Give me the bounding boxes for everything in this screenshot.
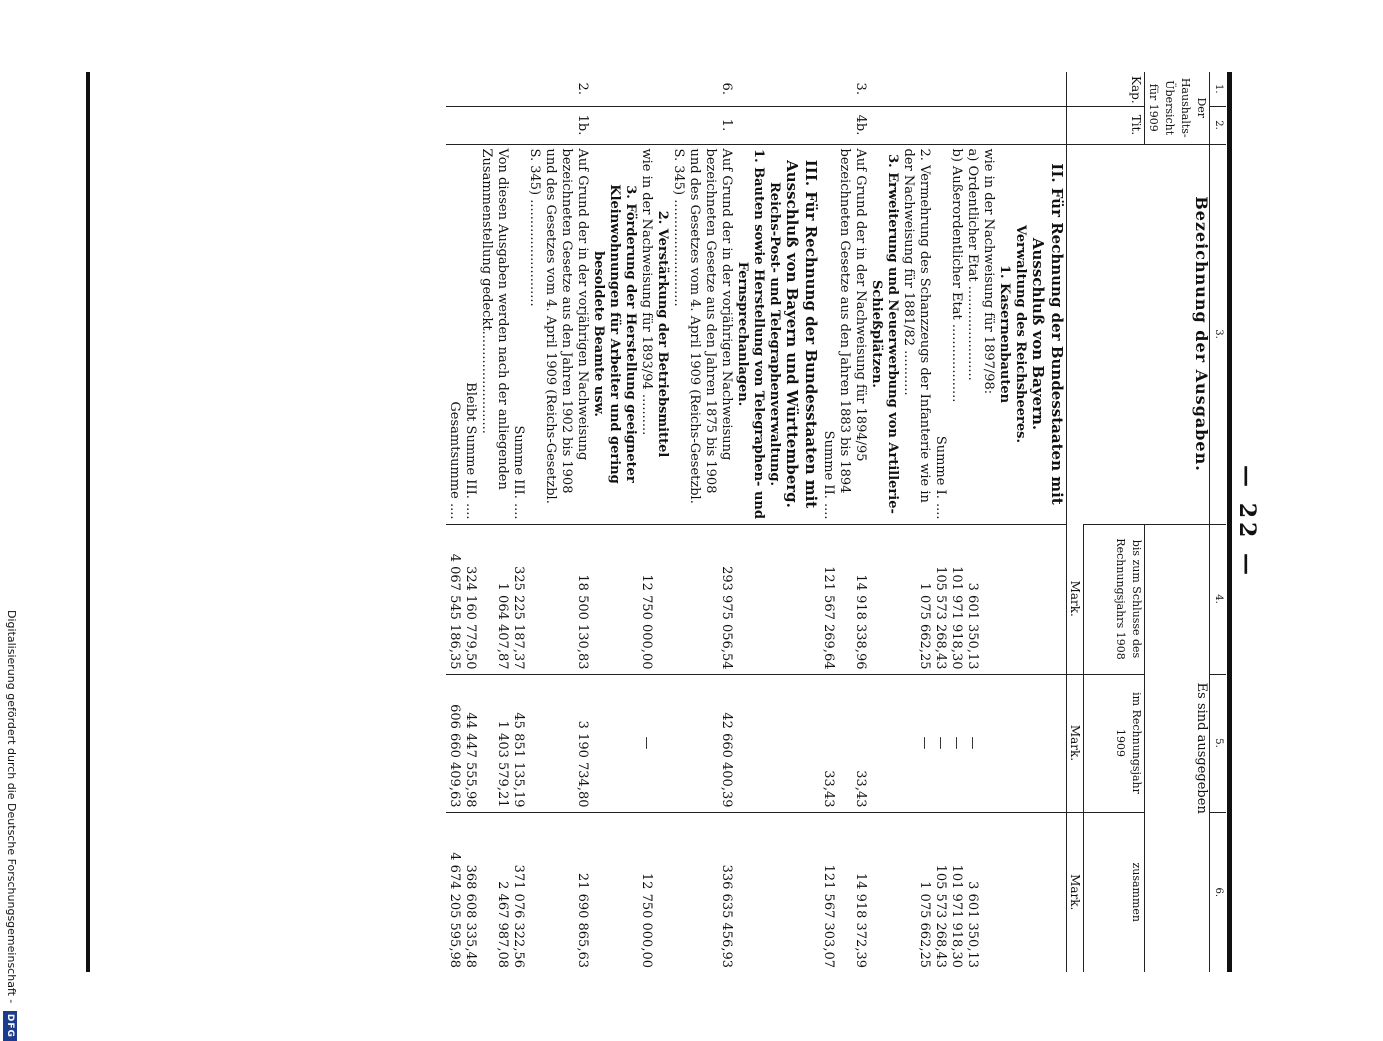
col6-value: 336 635 456,93 <box>670 812 734 972</box>
description-cell: Auf Grund der in der vorjährigen Nachweisung bezeichneten Gesetze aus den Jahren 1875 bis 1908 und des Gesetzes vom 4. April 1909 (Reichs-Gesetzbl. S. 345) .......................... <box>670 144 734 524</box>
col6-value <box>1028 812 1067 972</box>
tit-cell <box>980 106 996 144</box>
description-cell: b) Außerordentlicher Etat ................... <box>948 144 964 524</box>
tit-cell <box>654 106 670 144</box>
expenditure-table <box>446 72 1226 972</box>
description-cell: Auf Grund der in der vorjährigen Nachweisung bezeichneten Gesetze aus den Jahren 1902 bis 1908 und des Gesetzes vom 4. April 1909 (Reichs-Gesetzbl. S. 345) .......................... <box>526 144 590 524</box>
col4-value <box>868 524 900 674</box>
spent-header: Es sind ausgegeben <box>1145 524 1210 972</box>
col4-value: 3 601 350,13 <box>964 524 980 674</box>
tit-cell <box>510 106 526 144</box>
tit-cell: 4b. <box>836 106 868 144</box>
col5-value <box>980 674 996 812</box>
tit-cell: 1. <box>670 106 734 144</box>
col5-value <box>766 674 782 812</box>
col5-value: — <box>900 674 932 812</box>
tit-header: Tit. <box>1067 106 1145 144</box>
document-page <box>82 72 1262 972</box>
kap-cell <box>868 72 900 106</box>
table-row <box>510 72 526 972</box>
col5-value: 33,43 <box>836 674 868 812</box>
table-row <box>590 72 638 972</box>
kap-cell <box>820 72 836 106</box>
col6-value: 12 750 000,00 <box>638 812 654 972</box>
col6-value: 2 467 987,08 <box>478 812 510 972</box>
description-cell: a) Ordentlicher Etat ....................... <box>964 144 980 524</box>
col6-value <box>996 812 1012 972</box>
description-cell: Auf Grund der in der Nachweisung für 1894/95 bezeichneten Gesetze aus den Jahren 1883 bis 1894 <box>836 144 868 524</box>
column-number: 4. <box>1210 524 1227 674</box>
description-cell: 2. Vermehrung des Schanzzeugs der Infanterie wie in der Nachweisung für 1881/82 ........... <box>900 144 932 524</box>
col5-value: — <box>932 674 948 812</box>
col5-value: 33,43 <box>820 674 836 812</box>
tit-cell <box>446 106 462 144</box>
col5-value: — <box>948 674 964 812</box>
col4-value: 18 500 130,83 <box>526 524 590 674</box>
tit-cell <box>462 106 478 144</box>
col6-value: 371 076 322,56 <box>510 812 526 972</box>
tit-cell <box>590 106 638 144</box>
col5-value: 606 660 409,63 <box>446 674 462 812</box>
tit-cell <box>932 106 948 144</box>
col4-value: 105 573 268,43 <box>932 524 948 674</box>
col5-value <box>734 674 766 812</box>
table-row <box>932 72 948 972</box>
col6-value <box>1012 812 1028 972</box>
col6-value: 1 075 662,25 <box>900 812 932 972</box>
col4-value <box>766 524 782 674</box>
col5-value <box>1028 674 1067 812</box>
col4-value: 1 075 662,25 <box>900 524 932 674</box>
digitization-credit <box>2 610 18 1038</box>
table-row <box>900 72 932 972</box>
table-row <box>478 72 510 972</box>
description-cell: III. Für Rechnung der Bundesstaaten mit Ausschluß von Bayern und Württemberg. <box>782 144 820 524</box>
col6-value: 21 690 865,63 <box>526 812 590 972</box>
kap-cell: 6. <box>719 82 734 95</box>
kap-cell <box>948 72 964 106</box>
table-row <box>462 72 478 972</box>
table-row <box>1012 72 1028 972</box>
description-cell: Reichs-Post- und Telegraphenverwaltung. <box>766 144 782 524</box>
tit-cell <box>900 106 932 144</box>
col6-value <box>654 812 670 972</box>
description-cell: Bleibt Summe III. .... <box>462 144 478 524</box>
col5-value <box>654 674 670 812</box>
table-body <box>446 72 1067 972</box>
unit-label: Mark. <box>1067 674 1084 812</box>
table-row <box>670 72 734 972</box>
kap-cell <box>900 72 932 106</box>
col4-value <box>980 524 996 674</box>
kap-cell <box>446 72 462 106</box>
description-cell: Von diesen Ausgaben werden nach der anliegenden Zusammenstellung gedeckt......................... <box>478 144 510 524</box>
col4-value <box>782 524 820 674</box>
col6-value <box>590 812 638 972</box>
col5-value: 45 851 135,19 <box>510 674 526 812</box>
unit-label: Mark. <box>1067 812 1084 972</box>
col6-value: 105 573 268,43 <box>932 812 948 972</box>
col5-value <box>1012 674 1028 812</box>
bottom-rule <box>86 72 90 972</box>
col5-value: 3 190 734,80 <box>526 674 590 812</box>
tit-cell <box>996 106 1012 144</box>
table-row <box>948 72 964 972</box>
table-row <box>868 72 900 972</box>
col6-value: 4 674 205 595,98 <box>446 812 462 972</box>
table-row <box>1028 72 1067 972</box>
description-cell: Summe III. .... <box>510 144 526 524</box>
tit-cell <box>1012 106 1028 144</box>
kap-cell <box>654 72 670 106</box>
col4-value: 12 750 000,00 <box>638 524 654 674</box>
table-row <box>996 72 1012 972</box>
table-row <box>526 72 590 972</box>
col4-value: 121 567 269,64 <box>820 524 836 674</box>
col4-value: 14 918 338,96 <box>836 524 868 674</box>
tit-cell <box>964 106 980 144</box>
kap-header: Kap. <box>1067 72 1145 106</box>
header-row <box>1145 72 1210 972</box>
col4-value <box>996 524 1012 674</box>
col5-value: 44 447 555,98 <box>462 674 478 812</box>
description-cell: wie in der Nachweisung für 1897/98: <box>980 144 996 524</box>
description-cell: 3. Erweiterung und Neuerwerbung von Artillerie-Schießplätzen. <box>868 144 900 524</box>
col5-value <box>590 674 638 812</box>
description-cell: Gesamtsumme .... <box>446 144 462 524</box>
page-number: — 22 — <box>1234 465 1260 579</box>
tit-cell <box>1028 106 1067 144</box>
col6-value: 14 918 372,39 <box>836 812 868 972</box>
col4-value: 101 971 918,30 <box>948 524 964 674</box>
column-number: 1. <box>1210 72 1227 106</box>
table-row <box>654 72 670 972</box>
kap-cell <box>478 72 510 106</box>
kap-cell: 3. <box>853 82 868 95</box>
description-cell: 3. Förderung der Herstellung geeigneter Kleinwohnungen für Arbeiter und gering besoldete Beamte usw. <box>590 144 638 524</box>
tit-cell <box>948 106 964 144</box>
designation-header: Bezeichnung der Ausgaben. <box>1067 144 1210 524</box>
tit-cell <box>868 106 900 144</box>
description-cell: wie in der Nachweisung für 1893/94 .......... <box>638 144 654 524</box>
col5-header: im Rechnungsjahr 1909 <box>1084 674 1145 812</box>
col4-value <box>734 524 766 674</box>
table-row <box>964 72 980 972</box>
col5-value <box>782 674 820 812</box>
kap-cell <box>964 72 980 106</box>
kap-cell <box>782 72 820 106</box>
description-cell: Summe II. .... <box>820 144 836 524</box>
unit-label: Mark. <box>1067 524 1084 674</box>
table-row <box>734 72 766 972</box>
column-number: 6. <box>1210 812 1227 972</box>
col4-value <box>1012 524 1028 674</box>
tit-cell <box>734 106 766 144</box>
tit-cell <box>766 106 782 144</box>
column-number: 2. <box>1210 106 1227 144</box>
table-row <box>980 72 996 972</box>
tit-cell <box>478 106 510 144</box>
col4-value: 4 067 545 186,35 <box>446 524 462 674</box>
col4-value: 1 064 407,87 <box>478 524 510 674</box>
kap-cell <box>1028 72 1067 106</box>
description-cell: 1. Kasernenbauten <box>996 144 1012 524</box>
kap-cell <box>590 72 638 106</box>
kap-cell <box>510 72 526 106</box>
column-number: 5. <box>1210 674 1227 812</box>
col6-value: 3 601 350,13 <box>964 812 980 972</box>
digitization-credit-text: Digitalisierung gefördert durch die Deutsche Forschungsgemeinschaft - <box>5 610 18 1004</box>
col5-value: — <box>964 674 980 812</box>
col6-value <box>734 812 766 972</box>
col5-value <box>868 674 900 812</box>
description-cell: Summe I. .... <box>932 144 948 524</box>
col6-value <box>766 812 782 972</box>
tit-cell <box>782 106 820 144</box>
col4-header: bis zum Schlusse des Rechnungsjahrs 1908 <box>1084 524 1145 674</box>
col4-value <box>590 524 638 674</box>
col5-value <box>996 674 1012 812</box>
table-row <box>820 72 836 972</box>
table-row <box>446 72 462 972</box>
kap-cell <box>462 72 478 106</box>
table-row <box>766 72 782 972</box>
kap-cell <box>638 72 654 106</box>
description-cell: Verwaltung des Reichsheeres. <box>1012 144 1028 524</box>
col6-value <box>980 812 996 972</box>
kap-cell <box>996 72 1012 106</box>
col5-value: 42 660 400,39 <box>670 674 734 812</box>
col4-value: 293 975 056,54 <box>670 524 734 674</box>
col5-value: 1 403 579,21 <box>478 674 510 812</box>
table-row <box>782 72 820 972</box>
tit-cell <box>820 106 836 144</box>
description-cell: 1. Bauten sowie Herstellung von Telegraphen- und Fernsprechanlagen. <box>734 144 766 524</box>
kap-cell <box>766 72 782 106</box>
col6-value <box>782 812 820 972</box>
description-cell: II. Für Rechnung der Bundesstaaten mit Ausschluß von Bayern. <box>1028 144 1067 524</box>
col6-value: 368 608 335,48 <box>462 812 478 972</box>
col6-header: zusammen <box>1084 812 1145 972</box>
col4-value <box>654 524 670 674</box>
top-rule <box>1227 72 1232 972</box>
dfg-logo: DFG <box>3 1011 17 1041</box>
col5-value: — <box>638 674 654 812</box>
kap-cell <box>734 72 766 106</box>
col6-value: 101 971 918,30 <box>948 812 964 972</box>
kap-cell <box>1012 72 1028 106</box>
description-cell: 2. Verstärkung der Betriebsmittel <box>654 144 670 524</box>
table-row <box>638 72 654 972</box>
col4-value: 325 225 187,37 <box>510 524 526 674</box>
col4-value <box>1028 524 1067 674</box>
col6-value <box>868 812 900 972</box>
tit-cell <box>638 106 654 144</box>
tit-cell: 1b. <box>526 106 590 144</box>
col6-value: 121 567 303,07 <box>820 812 836 972</box>
col4-value: 324 160 779,50 <box>462 524 478 674</box>
kap-cell: 2. <box>575 82 590 95</box>
kap-cell <box>932 72 948 106</box>
kap-cell <box>980 72 996 106</box>
overview-header: Der Haushalts-Übersicht für 1909 <box>1145 72 1210 144</box>
table-row <box>836 72 868 972</box>
column-number: 3. <box>1210 144 1227 524</box>
column-number-row <box>1210 72 1227 972</box>
